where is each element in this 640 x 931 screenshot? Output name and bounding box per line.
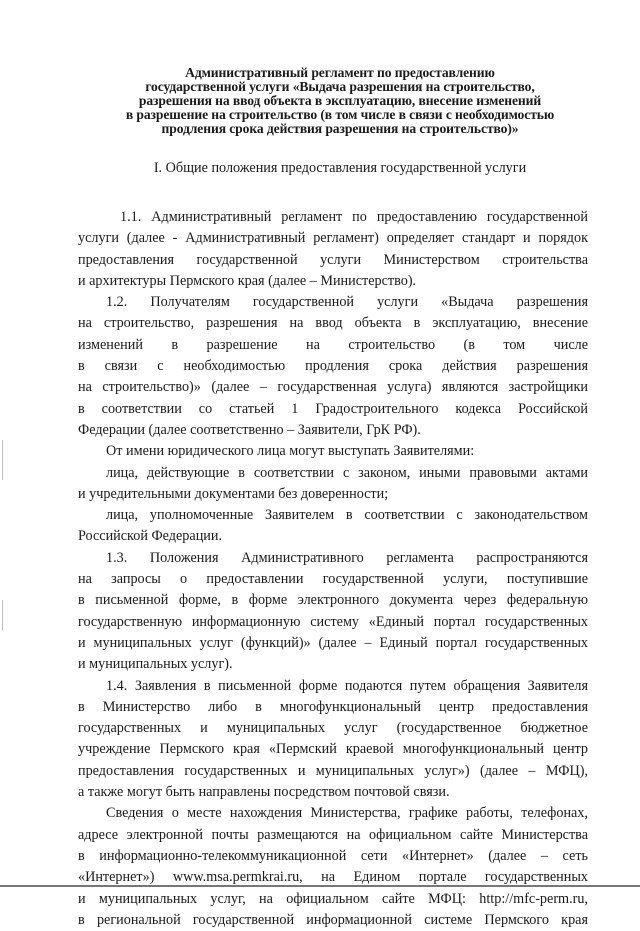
text-line: и муниципальных услуг, на официальном сайте МФЦ: http://mfc-perm.ru, xyxy=(78,890,588,907)
text-line: в региональной государственной информационной системе Пермского края xyxy=(78,911,588,928)
text-line: и муниципальных услуг). xyxy=(78,656,233,673)
section-heading: I. Общие положения предоставления государственной услуги xyxy=(153,160,527,176)
text-line: Сведения о месте нахождения Министерства, графике работы, телефонах, xyxy=(106,805,588,822)
text-line: в связи с необходимостью продления срока действия разрешения xyxy=(78,358,588,375)
scan-artifact xyxy=(2,440,3,480)
text-line: и архитектуры Пермского края (далее – Министерство). xyxy=(78,272,417,289)
page-bottom-rule xyxy=(0,885,640,887)
title-line: продления срока действия разрешения на строительство)» xyxy=(161,121,519,136)
text-line: государственных и муниципальных услуг (государственное бюджетное xyxy=(78,720,588,737)
title-line: государственной услуги «Выдача разрешения на строительство, xyxy=(145,79,535,94)
title-line: в разрешение на строительство (в том числе в связи с необходимостью xyxy=(125,107,555,122)
text-line: 1.2. Получателям государственной услуги «Выдача разрешения xyxy=(106,294,588,311)
document-title xyxy=(92,66,588,136)
text-line: 1.4. Заявления в письменной форме подаются путем обращения Заявителя xyxy=(106,677,588,694)
text-line: Федерации (далее соответственно – Заявители, ГрК РФ). xyxy=(78,421,421,438)
text-line: «Интернет») www.msa.permkrai.ru, на Едином портале государственных xyxy=(78,869,588,886)
text-line: в информационно-телекоммуникационной сети «Интернет» (далее – сеть xyxy=(78,847,588,864)
text-line: в письменной форме, в форме электронного документа через федеральную xyxy=(78,592,588,609)
text-line: адресе электронной почты размещаются на официальном сайте Министерства xyxy=(78,826,588,843)
text-line: 1.3. Положения Административного регламента распространяются xyxy=(106,549,588,566)
text-line: услуги (далее - Административный регламент) определяет стандарт и порядок xyxy=(78,230,588,247)
text-line: на строительство, разрешения на ввод объекта в эксплуатацию, внесение xyxy=(78,315,588,332)
text-line: на строительство)» (далее – государственная услуга) являются застройщики xyxy=(78,379,588,396)
text-line: и учредительными документами без доверенности; xyxy=(78,485,389,502)
text-line: лица, уполномоченные Заявителем в соответствии с законодательством xyxy=(106,507,588,524)
document-body xyxy=(78,207,588,931)
title-line: Административный регламент по предоставлению xyxy=(185,65,495,80)
text-line: изменений в разрешение на строительство (в том числе xyxy=(78,336,588,353)
text-line: 1.1. Административный регламент по предоставлению государственной xyxy=(120,209,588,225)
text-line: лица, действующие в соответствии с законом, иными правовыми актами xyxy=(106,464,588,481)
text-line: и муниципальных услуг (функций)» (далее – Единый портал государственных xyxy=(78,634,588,651)
text-line: в Министерство либо в многофункциональный центр предоставления xyxy=(78,698,588,715)
title-line: разрешения на ввод объекта в эксплуатацию, внесение изменений xyxy=(138,93,542,108)
text-line: в соответствии со статьей 1 Градостроительного кодекса Российской xyxy=(78,400,588,417)
text-line: От имени юридического лица могут выступать Заявителями: xyxy=(106,443,475,460)
text-line: а также могут быть направлены посредством почтовой связи. xyxy=(78,784,450,801)
scan-artifact xyxy=(2,600,3,630)
text-line: предоставления государственных и муниципальных услуг») (далее – МФЦ), xyxy=(78,762,588,779)
text-line: на запросы о предоставлении государственной услуги, поступившие xyxy=(78,571,588,588)
text-line: государственную информационную систему «Единый портал государственных xyxy=(78,613,588,630)
text-line: предоставления государственной услуги Министерством строительства xyxy=(78,251,588,268)
text-line: Российской Федерации. xyxy=(78,528,223,545)
text-line: учреждение Пермского края «Пермский краевой многофункциональный центр xyxy=(78,741,588,758)
